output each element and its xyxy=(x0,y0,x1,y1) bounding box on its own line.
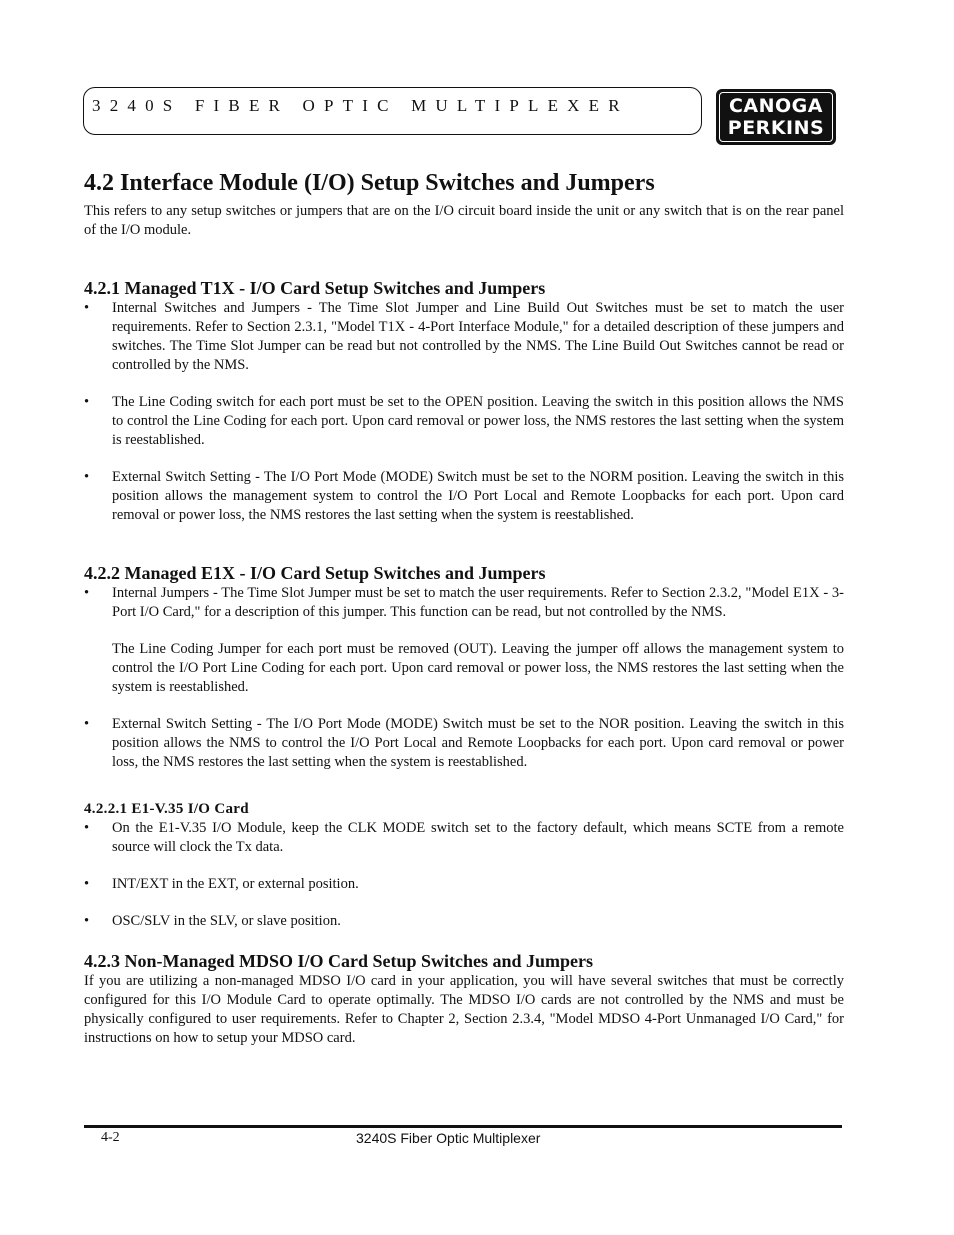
list-item xyxy=(84,299,844,375)
logo-line-2: PERKINS xyxy=(727,117,825,139)
page-content xyxy=(84,168,844,1048)
list-item-text: External Switch Setting - The I/O Port Mode (MODE) Switch must be set to the NORM position. Leaving the switch in this position allows the management system to control the I/O Port Local and Remote Loopbacks for each port. Upon card removal or power loss, the NMS restores the last setting when the system is reestablished. xyxy=(112,469,844,523)
list-item-text: Internal Switches and Jumpers - The Time Slot Jumper and Line Build Out Switches must be set to match the user requirements. Refer to Section 2.3.1, "Model T1X - 4-Port Interface Module," for a detailed description of these jumpers and switches. The Time Slot Jumper can be read but not controlled by the NMS. The Line Build Out Switches cannot be read or controlled by the NMS. xyxy=(112,300,844,373)
subsubsection-heading-e1v35: 4.2.2.1 E1-V.35 I/O Card xyxy=(84,801,249,817)
list-item xyxy=(84,393,844,450)
logo-line-1: CANOGA xyxy=(728,95,823,117)
bullet-marker: • xyxy=(84,820,90,836)
list-item xyxy=(84,584,844,622)
list-item xyxy=(84,912,844,931)
list-item-text: External Switch Setting - The I/O Port Mode (MODE) Switch must be set to the NOR position. Leaving the switch in this position allows the NMS to control the I/O Port Local and Remote Loopbacks for each port. Upon card removal or power loss, the NMS restores the last setting when the system is reestablished. xyxy=(112,716,844,770)
subsection-heading-t1x: 4.2.1 Managed T1X - I/O Card Setup Switches and Jumpers xyxy=(84,278,546,298)
section-heading: 4.2 Interface Module (I/O) Setup Switches and Jumpers xyxy=(84,170,655,196)
list-item xyxy=(84,875,844,894)
list-item xyxy=(84,819,844,857)
subsection-heading-mdso: 4.2.3 Non-Managed MDSO I/O Card Setup Switches and Jumpers xyxy=(84,951,594,971)
bullet-marker: • xyxy=(84,913,90,929)
header-title: 3240S FIBER OPTIC MULTIPLEXER xyxy=(92,96,629,115)
list-item-continuation: The Line Coding Jumper for each port must be removed (OUT). Leaving the jumper off allows the management system to control the I/O Port Line Coding for each port. Upon card removal or power loss, the NMS restores the last setting when the system is reestablished. xyxy=(112,641,844,695)
bullet-marker: • xyxy=(84,469,90,485)
bullet-marker: • xyxy=(84,394,90,410)
list-item-text: The Line Coding switch for each port must be set to the OPEN position. Leaving the switch in this position allows the NMS to control the Line Coding for each port. Upon card removal or power loss, the NMS restores the last setting when the system is reestablished. xyxy=(112,394,844,448)
bullet-marker: • xyxy=(84,716,90,732)
canoga-perkins-logo xyxy=(716,89,836,145)
bullet-marker: • xyxy=(84,585,90,601)
list-item-text: On the E1-V.35 I/O Module, keep the CLK MODE switch set to the factory default, which means SCTE from a remote source will clock the Tx data. xyxy=(112,820,844,855)
list-item-text: OSC/SLV in the SLV, or slave position. xyxy=(112,913,341,929)
list-item xyxy=(84,715,844,772)
footer-title: 3240S Fiber Optic Multiplexer xyxy=(356,1130,541,1146)
page-number: 4-2 xyxy=(101,1130,120,1145)
list-item xyxy=(84,468,844,525)
section-intro: This refers to any setup switches or jumpers that are on the I/O circuit board inside the unit or any switch that is on the rear panel of the I/O module. xyxy=(84,203,844,238)
bullet-marker: • xyxy=(84,876,90,892)
bullet-marker: • xyxy=(84,300,90,316)
subsection-heading-e1x: 4.2.2 Managed E1X - I/O Card Setup Switches and Jumpers xyxy=(84,563,546,583)
footer-rule xyxy=(84,1125,842,1128)
list-item-text: INT/EXT in the EXT, or external position. xyxy=(112,876,359,892)
mdso-body: If you are utilizing a non-managed MDSO I/O card in your application, you will have several switches that must be correctly configured for this I/O Module Card to operate optimally. The MDSO I/O cards are not controlled by the NMS and must be physically configured to user requirements. Refer to Chapter 2, Section 2.3.4, "Model MDSO 4-Port Unmanaged I/O Card," for instructions on how to setup your MDSO card. xyxy=(84,973,844,1046)
list-item-text: Internal Jumpers - The Time Slot Jumper must be set to match the user requirements. Refer to Section 2.3.2, "Model E1X - 3-Port I/O Card," for a description of this jumper. This function can be read, but not controlled by the NMS. xyxy=(112,585,844,620)
